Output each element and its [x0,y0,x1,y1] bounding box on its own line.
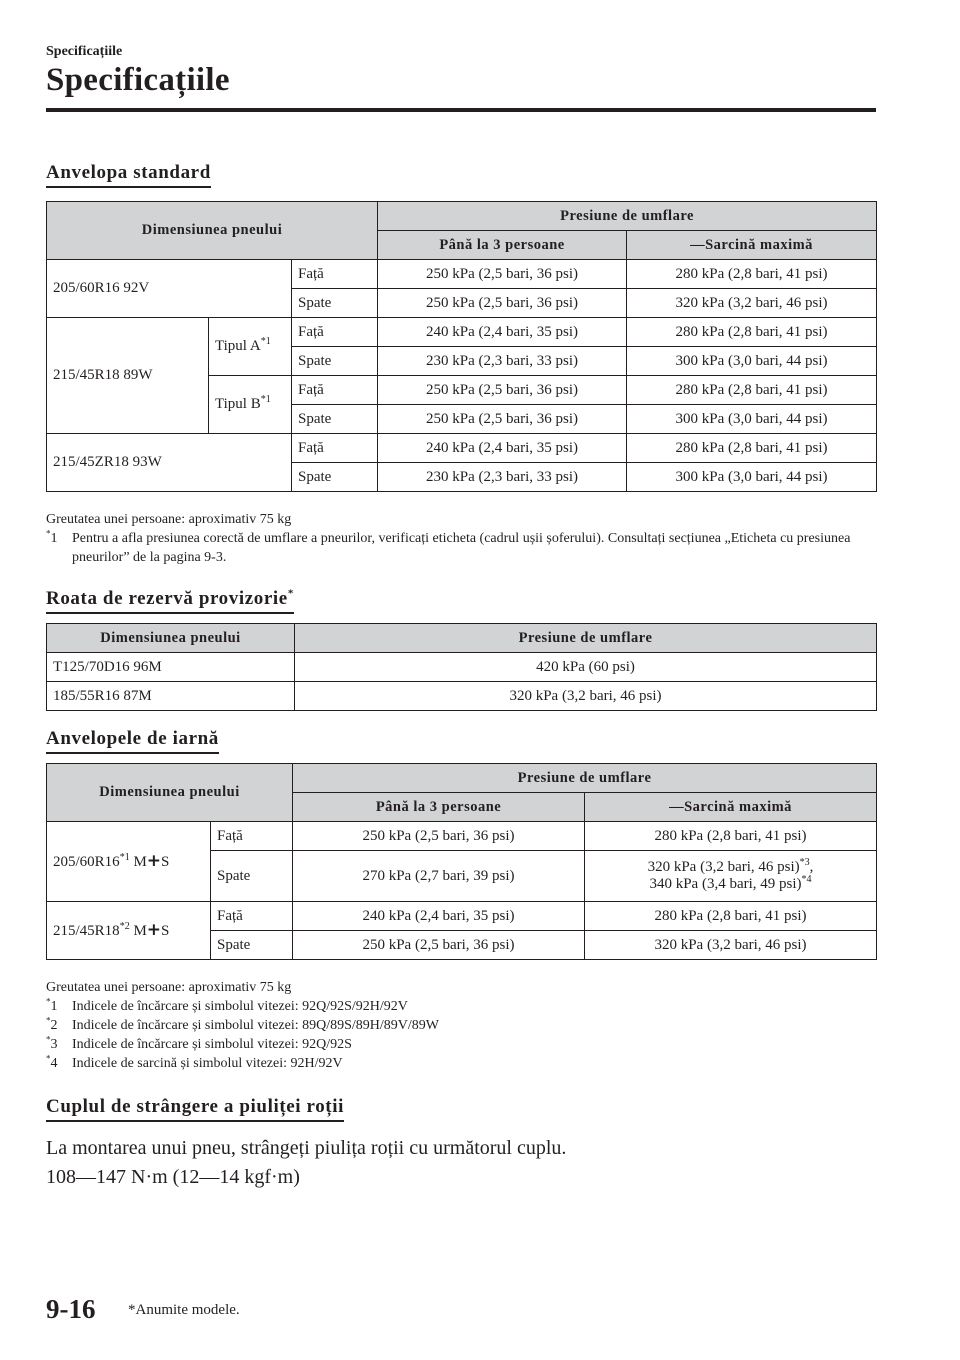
weight-note: Greutatea unei persoane: aproximativ 75 kg [46,512,292,527]
position-cell: Față [292,376,378,405]
position-cell: Față [211,902,293,931]
footnote: *2 Indicele de încărcare și simbolul vitezei: 89Q/89S/89H/89V/89W [46,1015,440,1033]
plus-icon: + [146,850,162,871]
plus-icon: + [146,919,162,940]
pressure-cell: 420 kPa (60 psi) [295,653,877,682]
tire-type-cell: Tipul $B^{*1}$ [209,376,292,434]
col-header-max-load: —Sarcină maximă [585,793,877,822]
position-cell: Spate [211,931,293,960]
pressure-cell: 280 kPa (2,8 bari, 41 psi) [585,822,877,851]
tire-size-cell: 205/60R16 92V [47,260,292,318]
position-cell: Spate [211,851,293,902]
position-cell: Spate [292,405,378,434]
pressure-cell: 250 kPa (2,5 bari, 36 psi) [293,931,585,960]
col-header-tire-size: Dimensiunea pneului [47,624,295,653]
position-cell: Spate [292,347,378,376]
pressure-cell: 320 kPa (3,2 bari, 46 psi)$^{*3}$, 340 kPa (3,4 bari, 49 psi)$^{*4}$ [585,851,877,902]
pressure-cell: 240 kPa (2,4 bari, 35 psi) [378,434,627,463]
spare-wheel-table [46,623,877,711]
pressure-cell: 300 kPa (3,0 bari, 44 psi) [627,405,877,434]
section-heading-winter-tires: Anvelopele de iarnă [46,728,219,754]
footer-note: *Anumite modele. [128,1302,240,1318]
standard-tire-table [46,201,877,492]
footnote: *1 Pentru a afla presiunea corectă de umflare a pneurilor, verificați eticheta (cadrul ușii șoferului). Consultați secțiunea „Eticheta cu presiunea pneurilor” de la pagina 9-3. [46,528,851,565]
table-row [47,434,877,463]
pressure-cell: 250 kPa (2,5 bari, 36 psi) [293,822,585,851]
col-header-inflation-pressure: Presiune de umflare [293,764,877,793]
table-row [47,682,877,711]
table-row [47,822,877,851]
weight-note: Greutatea unei persoane: aproximativ 75 kg [46,980,292,995]
position-cell: Față [211,822,293,851]
position-cell: Față [292,260,378,289]
pressure-cell: 240 kPa (2,4 bari, 35 psi) [378,318,627,347]
pressure-cell: 280 kPa (2,8 bari, 41 psi) [627,376,877,405]
standard-tire-notes [46,510,876,567]
pressure-cell: 230 kPa (2,3 bari, 33 psi) [378,463,627,492]
page-number: 9-16 [46,1294,96,1324]
pressure-cell: 230 kPa (2,3 bari, 33 psi) [378,347,627,376]
pressure-cell: 270 kPa (2,7 bari, 39 psi) [293,851,585,902]
table-row [47,653,877,682]
footnote: *4 Indicele de sarcină și simbolul vitezei: 92H/92V [46,1053,343,1071]
tire-size-cell: 215/45R18$^{*2}$ M+S [47,902,211,960]
page-title: Specificațiile [46,62,230,98]
tire-size-cell: T125/70D16 96M [47,653,295,682]
col-header-inflation-pressure: Presiune de umflare [295,624,877,653]
tire-size-cell: 215/45ZR18 93W [47,434,292,492]
table-row [47,260,877,289]
footnote: *3 Indicele de încărcare și simbolul vitezei: 92Q/92S [46,1034,352,1052]
running-header: Specificațiile [46,44,123,59]
col-header-tire-size: Dimensiunea pneului [47,202,378,260]
pressure-cell: 280 kPa (2,8 bari, 41 psi) [627,260,877,289]
pressure-cell: 280 kPa (2,8 bari, 41 psi) [627,318,877,347]
pressure-cell: 250 kPa (2,5 bari, 36 psi) [378,289,627,318]
section-heading-standard-tire: Anvelopa standard [46,162,211,188]
col-header-up-to-3: Până la 3 persoane [378,231,627,260]
position-cell: Spate [292,289,378,318]
footnote: *1 Indicele de încărcare și simbolul vitezei: 92Q/92S/92H/92V [46,996,408,1014]
winter-tire-table [46,763,877,960]
col-header-inflation-pressure: Presiune de umflare [378,202,877,231]
pressure-cell: 280 kPa (2,8 bari, 41 psi) [585,902,877,931]
header-rule [46,108,876,112]
pressure-cell: 250 kPa (2,5 bari, 36 psi) [378,405,627,434]
pressure-cell: 250 kPa (2,5 bari, 36 psi) [378,376,627,405]
winter-tire-notes [46,978,876,1073]
table-row [47,318,877,347]
pressure-cell: 320 kPa (3,2 bari, 46 psi) [585,931,877,960]
position-cell: Față [292,318,378,347]
pressure-cell: 300 kPa (3,0 bari, 44 psi) [627,347,877,376]
tire-size-cell: 205/60R16$^{*1}$ M+S [47,822,211,902]
table-row [47,902,877,931]
pressure-cell: 280 kPa (2,8 bari, 41 psi) [627,434,877,463]
pressure-cell: 250 kPa (2,5 bari, 36 psi) [378,260,627,289]
col-header-max-load: —Sarcină maximă [627,231,877,260]
position-cell: Spate [292,463,378,492]
tire-size-cell: 185/55R16 87M [47,682,295,711]
torque-instruction: La montarea unui pneu, strângeți piulița roții cu următorul cuplu. [46,1137,567,1159]
pressure-cell: 320 kPa (3,2 bari, 46 psi) [295,682,877,711]
section-heading-wheel-nut-torque: Cuplul de strângere a piuliței roții [46,1096,344,1122]
tire-size-cell: 215/45R18 89W [47,318,209,434]
pressure-cell: 300 kPa (3,0 bari, 44 psi) [627,463,877,492]
section-heading-spare-wheel: Roata de rezervă provizorie* [46,588,294,614]
tire-type-cell: Tipul $A^{*1}$ [209,318,292,376]
pressure-cell: 240 kPa (2,4 bari, 35 psi) [293,902,585,931]
pressure-cell: 320 kPa (3,2 bari, 46 psi) [627,289,877,318]
torque-value: 108—147 N·m (12—14 kgf·m) [46,1166,300,1188]
col-header-up-to-3: Până la 3 persoane [293,793,585,822]
col-header-tire-size: Dimensiunea pneului [47,764,293,822]
position-cell: Față [292,434,378,463]
